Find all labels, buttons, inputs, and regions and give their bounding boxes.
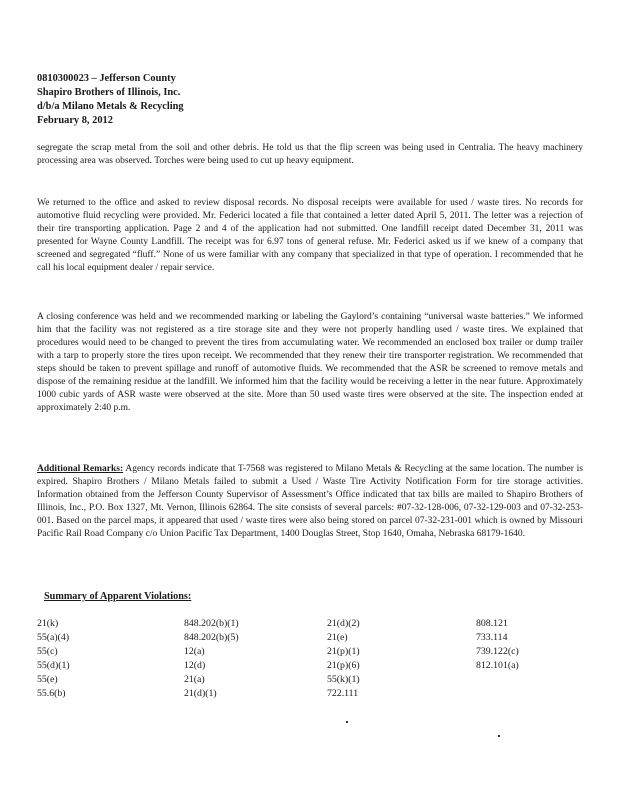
scan-speck: [498, 735, 500, 737]
violation-item: 21(k): [37, 618, 59, 629]
violation-item: 12(a): [184, 646, 205, 657]
violation-item: 21(d)(1): [184, 688, 217, 699]
violation-item: 848.202(b)(1): [184, 618, 239, 629]
violations-column-2: [184, 617, 329, 701]
header-case-line: 0810300023 – Jefferson County: [37, 73, 176, 84]
additional-remarks-text: Agency records indicate that T-7568 was registered to Milano Metals & Recycling at the same location. The number is expired. Shapiro Brothers / Milano Metals failed to submit a Used / Waste Tire Activity Notification Form for tire storage activities. Information obtained from the Jefferson County Supervisor of Assessment’s Office indicated that tax bills are mailed to Shapiro Brothers of Illinois, Inc., P.O. Box 1327, Mt. Vernon, Illinois 62864. The site consists of several parcels: #07-32-128-006, 07-32-129-003 and 07-32-253-001. Based on the parcel maps, it appeared that used / waste tires were also being stored on parcel 07-32-231-001 which is owned by Missouri Pacific Rail Road Company c/o Union Pacific Tax Department, 1400 Douglas Street, Stop 1640, Omaha, Nebraska 68179-1640.: [37, 464, 583, 539]
violation-item: 12(d): [184, 660, 206, 671]
violation-item: 55(e): [37, 674, 58, 685]
violation-item: 722.111: [327, 688, 359, 699]
violation-item: 21(e): [327, 632, 348, 643]
header-dba-line: d/b/a Milano Metals & Recycling: [37, 101, 184, 112]
paragraph-disposal-records: We returned to the office and asked to review disposal records. No disposal receipts were available for used / waste tires. No records for automotive fluid recycling were provided. Mr. Federici located a file that contained a letter dated April 5, 2011. The letter was a rejection of their tire transporting application. Page 2 and 4 of the application had not submitted. One landfill receipt dated December 31, 2011 was presented for Wayne County Landfill. The receipt was for 6.97 tons of general refuse. Mr. Federici asked us if we knew of a company that screened and segregated “fluff.” None of us were familiar with any company that specialized in that type of operation. I recommended that he call his local equipment dealer / repair service.: [37, 198, 583, 273]
paragraph-additional-remarks: [37, 463, 583, 541]
header-company-line: Shapiro Brothers of Illinois, Inc.: [37, 87, 181, 98]
paragraph-scrap-segregation: segregate the scrap metal from the soil and other debris. He told us that the flip screen was being used in Centralia. The heavy machinery processing area was observed. Torches were being used to cut up heavy equipment.: [37, 143, 583, 166]
paragraph-closing-conference: A closing conference was held and we recommended marking or labeling the Gaylord’s containing “universal waste batteries.” We informed him that the facility was not registered as a tire storage site and they were not properly handling used / waste tires. We explained that procedures would need to be changed to prevent the tires from accumulating water. We recommended an enclosed box trailer or dump trailer with a tarp to properly store the tires upon receipt. We recommended that they renew their tire transporter registration. We recommended that steps should be taken to prevent spillage and runoff of automotive fluids. We recommended that the ASR be screened to remove metals and dispose of the remaining residue at the landfill. We informed him that the facility would be receiving a letter in the near future. Approximately 1000 cubic yards of ASR waste were observed at the site. More than 50 used waste tires were observed at the site. The inspection ended at approximately 2:40 p.m.: [37, 312, 583, 413]
violation-item: 55(d)(1): [37, 660, 70, 671]
violations-column-1: [37, 617, 182, 701]
additional-remarks-label: Additional Remarks:: [37, 464, 124, 474]
violation-item: 21(p)(6): [327, 660, 360, 671]
violations-title: Summary of Apparent Violations:: [44, 591, 192, 602]
document-header: [37, 72, 437, 128]
violation-item: 55(k)(1): [327, 674, 360, 685]
scan-speck: [346, 721, 348, 723]
violation-item: 808.121: [476, 618, 508, 629]
violations-column-3: [327, 617, 472, 701]
header-date-line: February 8, 2012: [37, 115, 113, 126]
violations-column-4: [476, 617, 619, 673]
violation-item: 739.122(c): [476, 646, 519, 657]
violation-item: 55(a)(4): [37, 632, 70, 643]
violation-item: 733.114: [476, 632, 508, 643]
violation-item: 21(a): [184, 674, 205, 685]
violation-item: 55.6(b): [37, 688, 66, 699]
violation-item: 21(d)(2): [327, 618, 360, 629]
violation-item: 55(c): [37, 646, 58, 657]
violation-item: 848.202(b)(5): [184, 632, 239, 643]
violation-item: 21(p)(1): [327, 646, 360, 657]
violation-item: 812.101(a): [476, 660, 519, 671]
